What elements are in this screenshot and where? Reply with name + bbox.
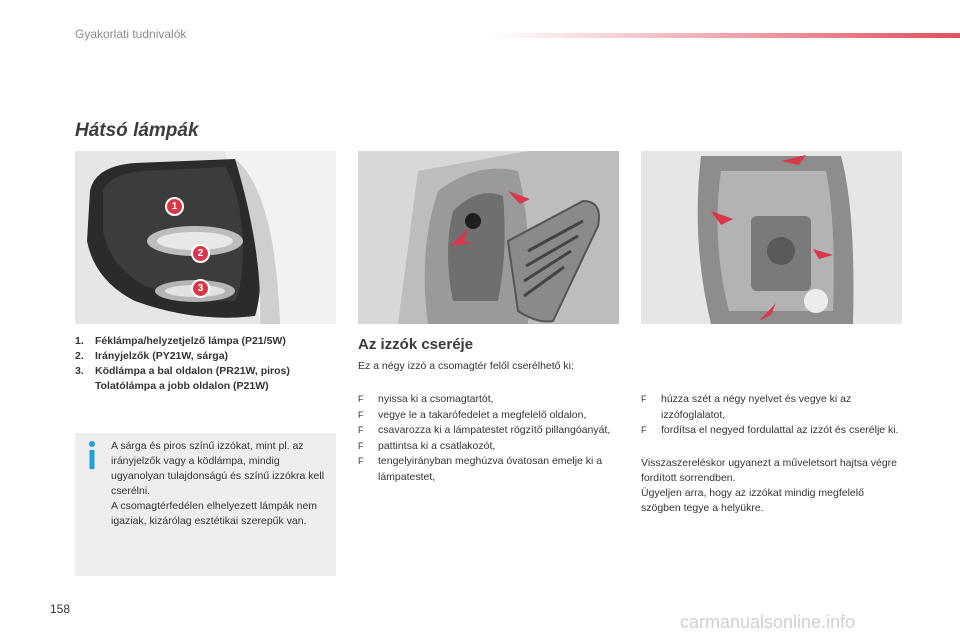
step-text: vegye le a takarófedelet a megfelelő oldalon, <box>378 408 587 421</box>
step-marker: F <box>641 425 647 435</box>
trunk-cover-photo <box>358 151 619 324</box>
step-marker: F <box>641 394 647 404</box>
list-item <box>641 423 901 439</box>
list-item <box>358 408 613 424</box>
rear-lamp-photo <box>75 151 336 324</box>
legend-item-number: 1. <box>75 335 84 347</box>
lamp-unit-illustration <box>641 151 902 324</box>
info-icon <box>84 439 100 471</box>
legend-item-number <box>75 379 95 394</box>
list-item <box>358 392 613 408</box>
step-marker: F <box>358 409 364 420</box>
reassembly-notes <box>641 456 901 516</box>
legend-item <box>75 349 345 364</box>
note-line: Visszaszereléskor ugyanezt a műveletsort hajtsa végre fordított sorrendben. <box>641 457 898 484</box>
rear-lamp-illustration <box>75 151 336 324</box>
header-section-title: Gyakorlati tudnivalók <box>75 27 187 41</box>
legend-item-text: Tolatólámpa a jobb oldalon (P21W) <box>95 380 269 392</box>
step-text: tengelyirányban meghúzva óvatosan emelje ki a lámpatestet, <box>378 455 603 483</box>
lamp-unit-photo <box>641 151 902 324</box>
trunk-cover-illustration <box>358 151 619 324</box>
legend-item-number: 3. <box>75 365 84 377</box>
page-number: 158 <box>50 602 71 616</box>
callout-2-label: 2 <box>197 248 204 259</box>
step-marker: F <box>358 425 364 435</box>
callout-1-badge <box>165 197 184 216</box>
section-intro: Ez a négy izzó a csomagtér felől cserélhető ki: <box>358 360 574 372</box>
list-item <box>358 454 613 485</box>
callout-1-label: 1 <box>171 201 178 212</box>
steps-list-left <box>358 392 613 485</box>
list-item <box>358 423 613 439</box>
step-marker: F <box>358 456 364 466</box>
callout-3-badge <box>191 279 210 298</box>
watermark: carmanualsonline.info <box>680 612 856 632</box>
section-title: Az izzók cseréje <box>358 336 474 353</box>
page-title: Hátsó lámpák <box>75 120 199 141</box>
info-text <box>111 439 331 529</box>
legend-item-text: Féklámpa/helyzetjelző lámpa (P21/5W) <box>95 335 286 347</box>
step-text: csavarozza ki a lámpatestet rögzítő pillangóanyát, <box>378 424 611 436</box>
list-item <box>641 392 901 423</box>
info-line: A csomagtérfedélen elhelyezett lámpák nem igaziak, kizárólag esztétikai szerepűk van. <box>111 500 318 527</box>
legend-item-text: Irányjelzők (PY21W, sárga) <box>95 350 229 362</box>
note-line: Ügyeljen arra, hogy az izzókat mindig megfelelő szögben tegye a helyükre. <box>641 487 864 514</box>
legend-item-text: Ködlámpa a bal oldalon (PR21W, piros) <box>95 365 290 377</box>
step-marker: F <box>358 394 364 404</box>
bulb-legend <box>75 334 345 394</box>
callout-2-badge <box>191 244 210 263</box>
info-box <box>75 433 336 576</box>
legend-item <box>75 364 345 379</box>
steps-list-right <box>641 392 901 439</box>
list-item <box>358 439 613 455</box>
step-text: pattintsa ki a csatlakozót, <box>378 439 496 452</box>
legend-item <box>75 379 345 394</box>
legend-item-number: 2. <box>75 350 84 362</box>
info-line: A sárga és piros színű izzókat, mint pl. az irányjelzők vagy a ködlámpa, mindig ugyanolyan tulajdonságú és színű izzókra kell cserélni. <box>111 440 325 497</box>
step-text: húzza szét a négy nyelvet és vegye ki az izzófoglalatot, <box>661 393 852 421</box>
header-decoration-line <box>490 33 960 38</box>
step-marker: F <box>358 440 364 451</box>
step-text: fordítsa el negyed fordulattal az izzót és cserélje ki. <box>661 424 899 436</box>
callout-3-label: 3 <box>197 283 204 294</box>
step-text: nyissa ki a csomagtartót, <box>378 393 494 405</box>
legend-item <box>75 334 345 349</box>
